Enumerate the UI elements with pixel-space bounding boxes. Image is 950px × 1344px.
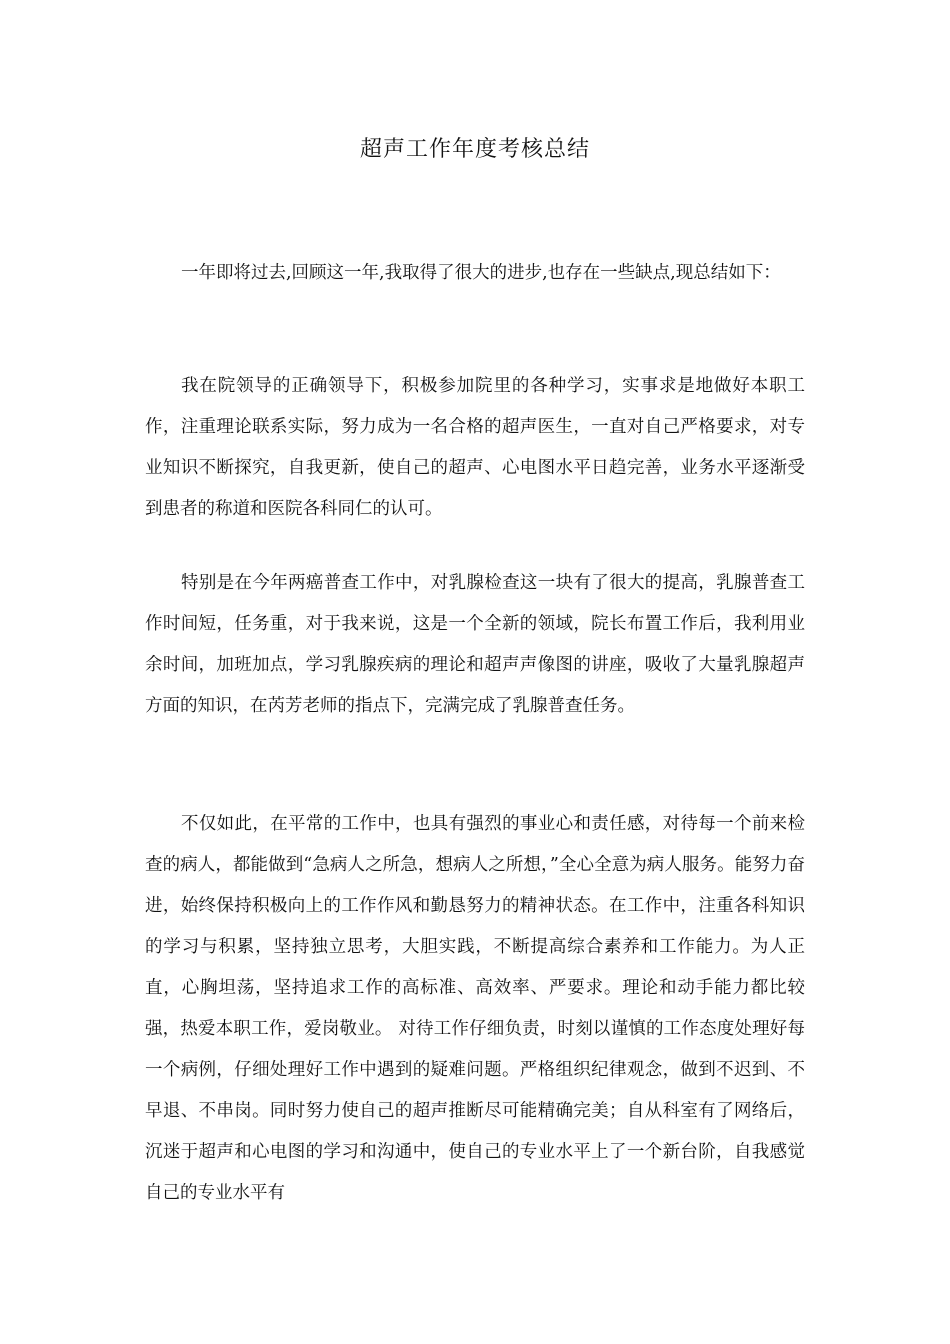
- paragraph-daily-work: 不仅如此，在平常的工作中，也具有强烈的事业心和责任感，对待每一个前来检查的病人，都能做到“急病人之所急，想病人之所想，”全心全意为病人服务。能努力奋进，始终保持积极向上的工作作风和勤恳努力的精神状态。在工作中，注重各科知识的学习与积累，坚持独立思考，大胆实践，不断提高综合素养和工作能力。为人正直，心胸坦荡，坚持追求工作的高标准、高效率、严要求。理论和动手能力都比较强，热爱本职工作，爱岗敬业。 对待工作仔细负责，时刻以谨慎的工作态度处理好每一个病例，仔细处理好工作中遇到的疑难问题。严格组织纪律观念，做到不迟到、不早退、不串岗。同时努力使自己的超声推断尽可能精确完美；自从科室有了网络后，沉迷于超声和心电图的学习和沟通中，使自己的专业水平上了一个新台阶，自我感觉自己的专业水平有: [145, 814, 805, 1203]
- paragraph-breast-screening: 特别是在今年两癌普查工作中，对乳腺检查这一块有了很大的提高，乳腺普查工作时间短，任务重，对于我来说，这是一个全新的领域，院长布置工作后，我利用业余时间，加班加点，学习乳腺疾病的理论和超声声像图的讲座，吸收了大量乳腺超声方面的知识，在芮芳老师的指点下，完满完成了乳腺普查任务。: [145, 573, 805, 716]
- paragraph-work-attitude: 我在院领导的正确领导下，积极参加院里的各种学习，实事求是地做好本职工作，注重理论联系实际，努力成为一名合格的超声医生，一直对自己严格要求，对专业知识不断探究，自我更新，使自己的超声、心电图水平日趋完善，业务水平逐渐受到患者的称道和医院各科同仁的认可。: [145, 376, 805, 519]
- paragraph-intro: 一年即将过去,回顾这一年,我取得了很大的进步,也存在一些缺点,现总结如下：: [181, 263, 781, 283]
- document-title: 超声工作年度考核总结: [359, 137, 590, 162]
